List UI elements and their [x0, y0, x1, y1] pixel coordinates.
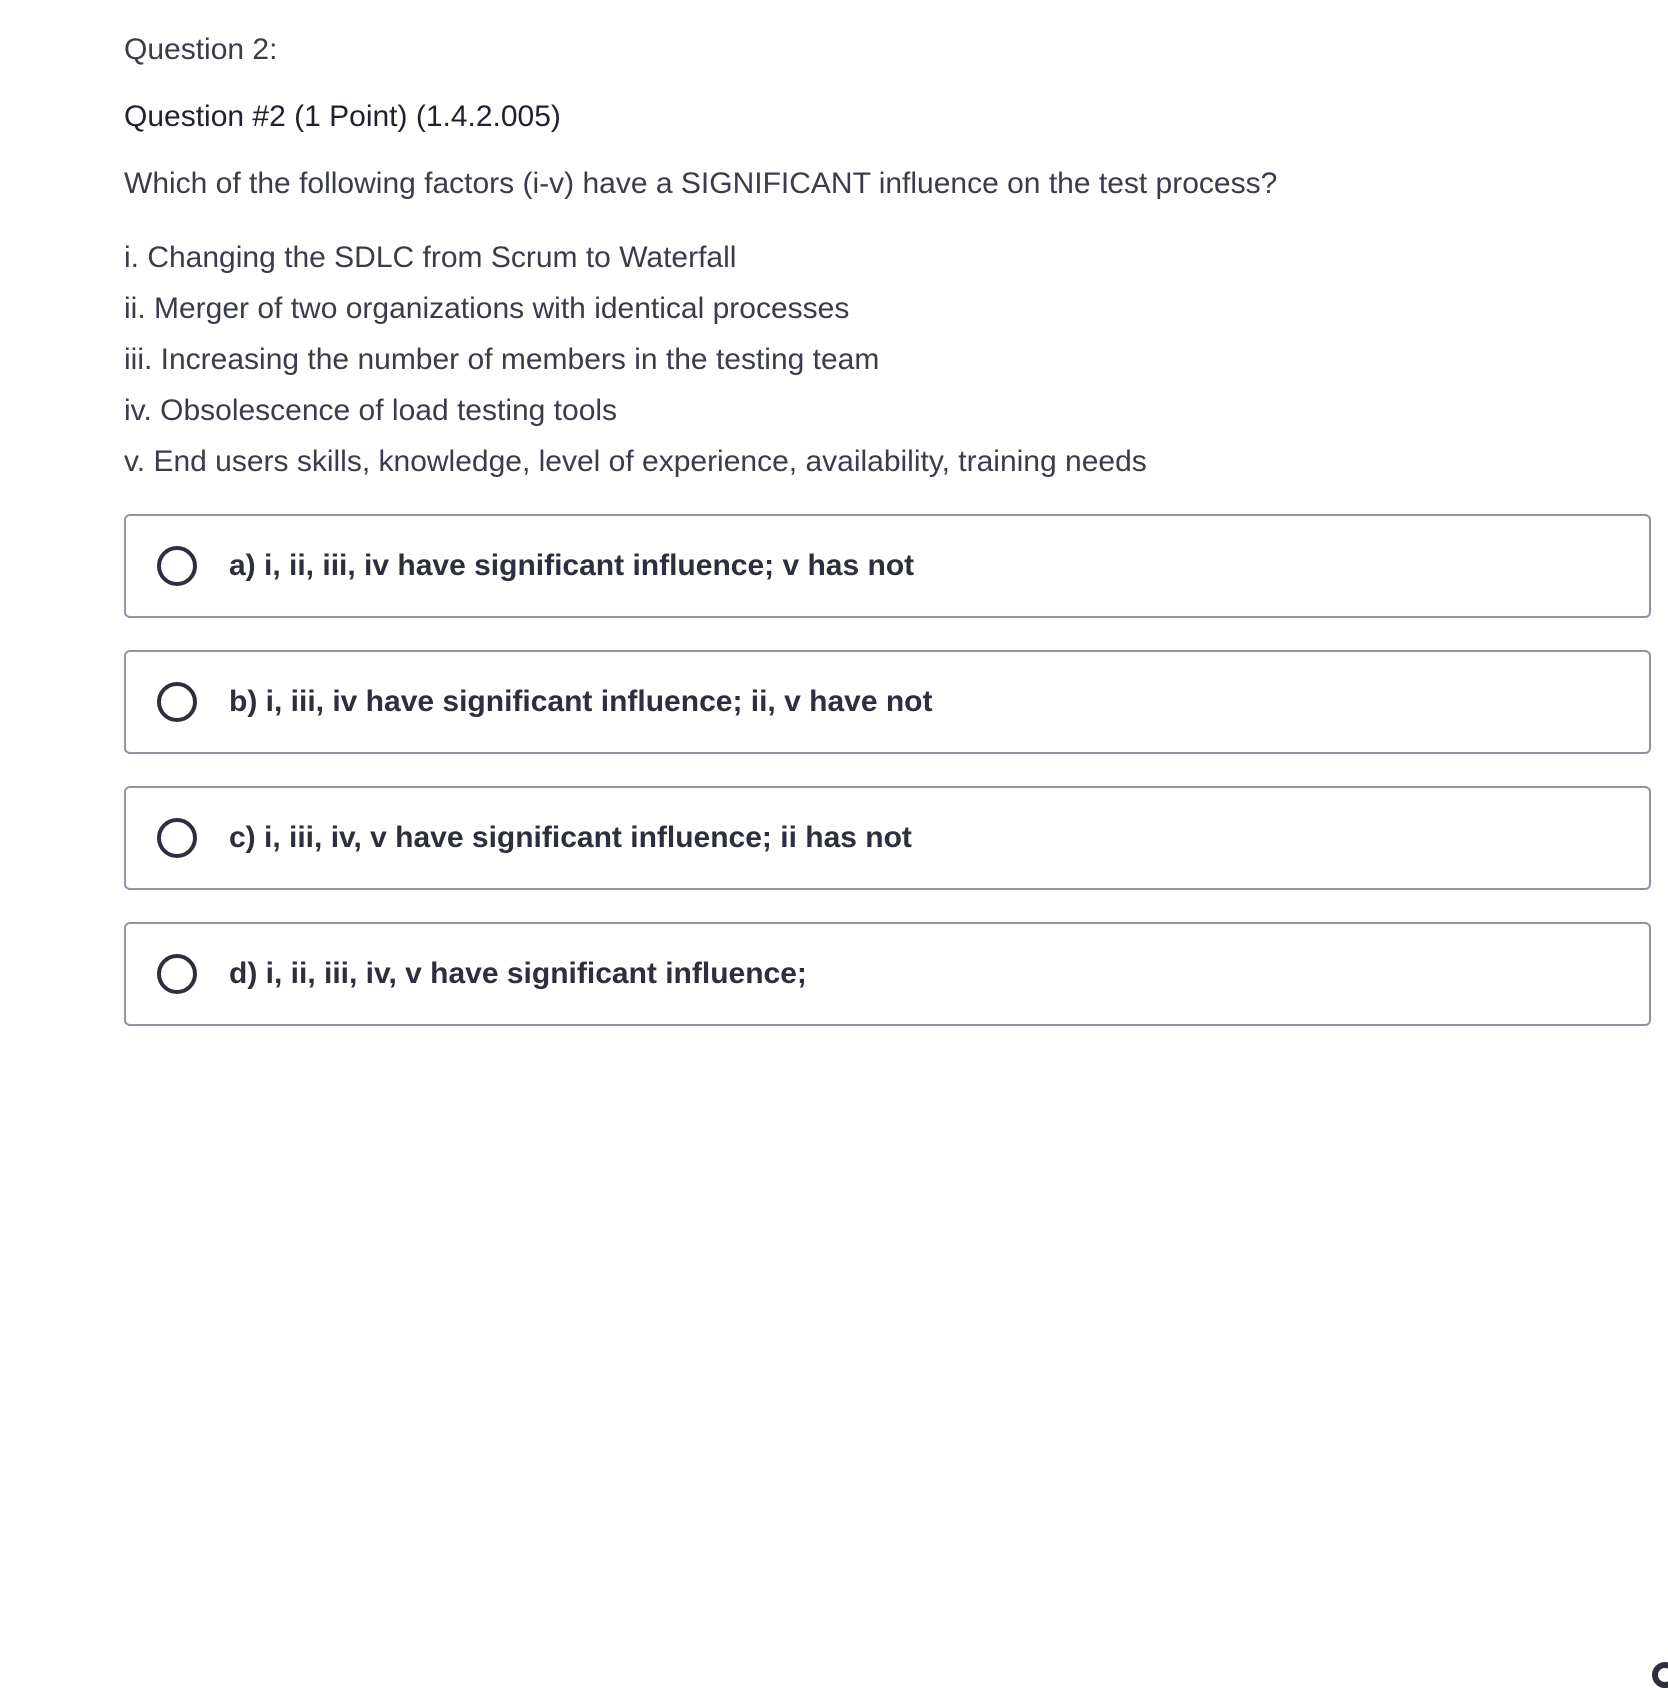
question-number-label: Question 2: [124, 33, 278, 66]
answer-options [124, 514, 1651, 1058]
answer-option-d[interactable] [124, 922, 1651, 1026]
radio-unchecked-icon[interactable] [157, 546, 197, 586]
radio-unchecked-icon[interactable] [157, 954, 197, 994]
factor-list [124, 232, 1147, 487]
answer-option-label: b) i, iii, iv have significant influence; ii, v have not [229, 685, 933, 718]
factor-item: iv. Obsolescence of load testing tools [124, 394, 618, 427]
answer-option-label: d) i, ii, iii, iv, v have significant influence; [229, 957, 807, 990]
radio-unchecked-icon[interactable] [157, 682, 197, 722]
answer-option-c[interactable] [124, 786, 1651, 890]
factor-item: v. End users skills, knowledge, level of experience, availability, training needs [124, 445, 1147, 478]
answer-option-a[interactable] [124, 514, 1651, 618]
factor-item: i. Changing the SDLC from Scrum to Waterfall [124, 241, 737, 274]
answer-option-b[interactable] [124, 650, 1651, 754]
offscreen-widget-fragment [1652, 1662, 1668, 1688]
radio-unchecked-icon[interactable] [157, 818, 197, 858]
answer-option-label: c) i, iii, iv, v have significant influence; ii has not [229, 821, 912, 854]
question-heading: Question #2 (1 Point) (1.4.2.005) [124, 100, 561, 133]
factor-item: iii. Increasing the number of members in the testing team [124, 343, 880, 376]
answer-option-label: a) i, ii, iii, iv have significant influence; v has not [229, 549, 915, 582]
question-text: Which of the following factors (i-v) have a SIGNIFICANT influence on the test process? [124, 167, 1278, 200]
factor-item: ii. Merger of two organizations with identical processes [124, 292, 850, 325]
